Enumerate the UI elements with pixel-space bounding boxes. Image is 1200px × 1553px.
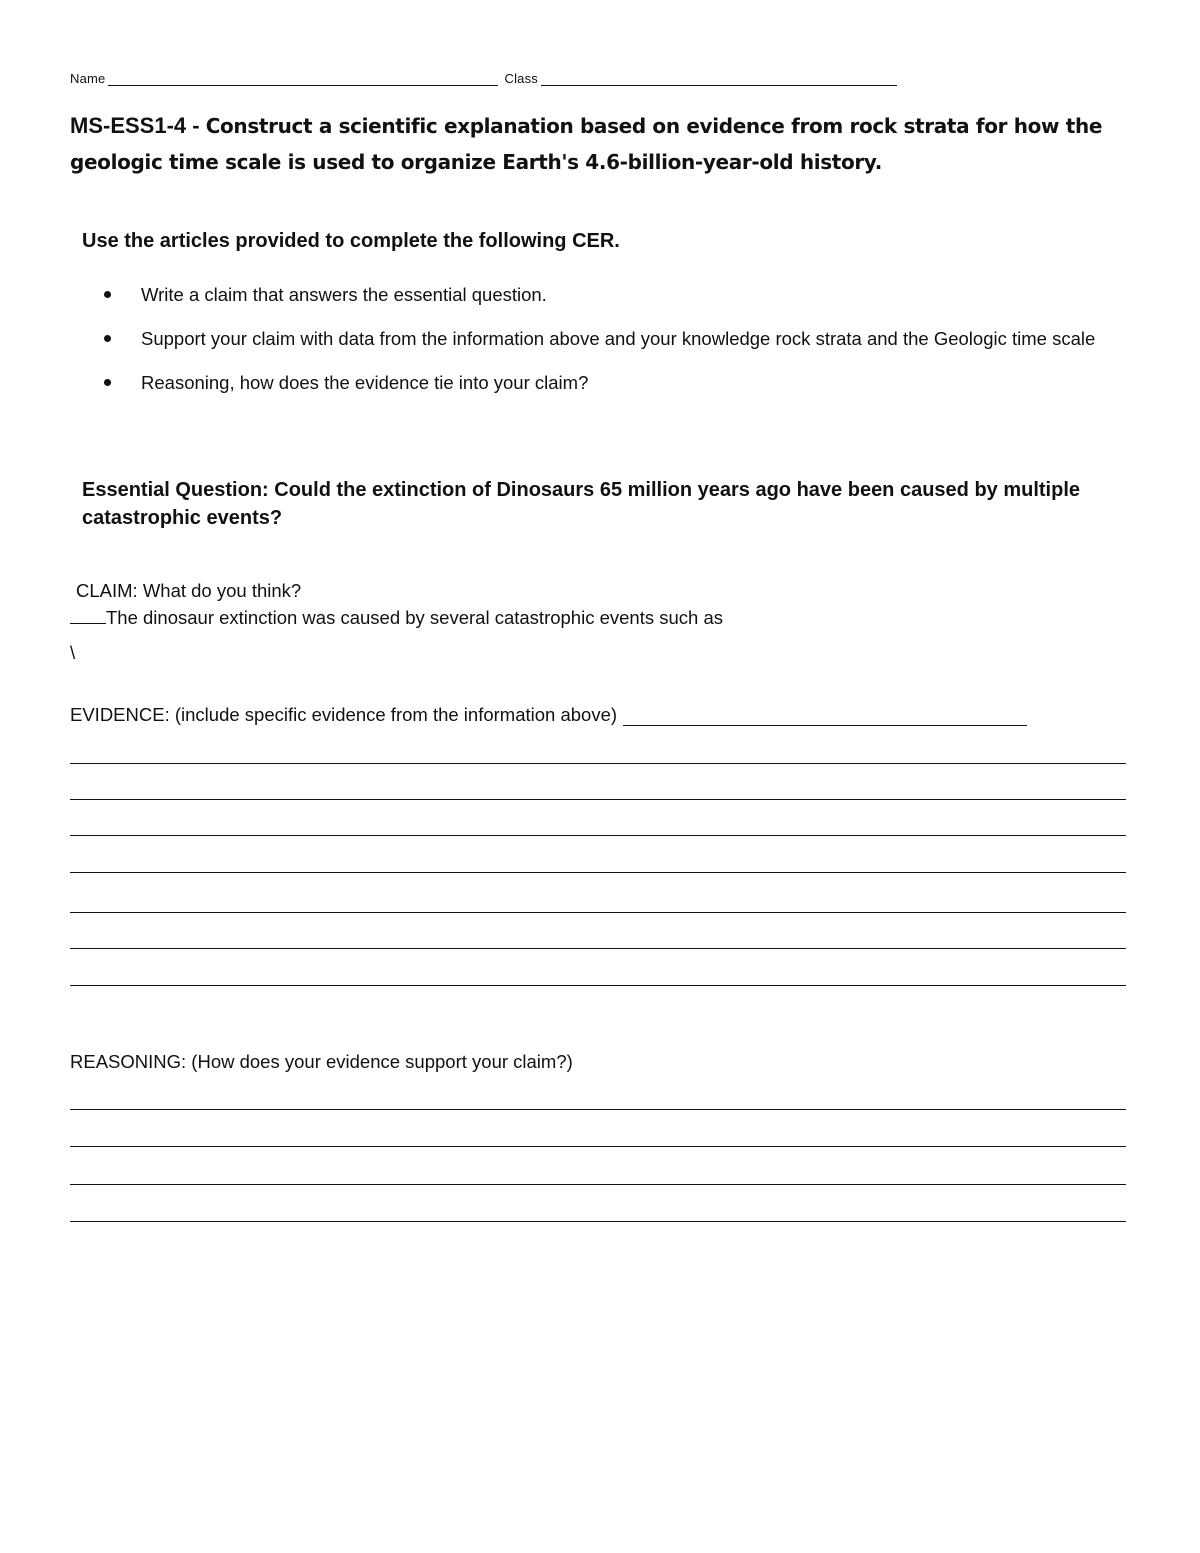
evidence-answer-line[interactable] bbox=[70, 835, 1126, 836]
evidence-inline-field[interactable] bbox=[623, 705, 1027, 726]
evidence-answer-line[interactable] bbox=[70, 985, 1126, 986]
claim-label: CLAIM: What do you think? bbox=[76, 580, 302, 601]
bullet-text: Reasoning, how does the evidence tie into your claim? bbox=[141, 372, 589, 393]
reasoning-answer-line[interactable] bbox=[70, 1184, 1126, 1185]
standard-statement bbox=[70, 108, 1140, 180]
bullet-icon bbox=[104, 335, 111, 342]
evidence-answer-line[interactable] bbox=[70, 872, 1126, 873]
evidence-answer-line[interactable] bbox=[70, 912, 1126, 913]
list-item bbox=[100, 370, 1100, 395]
bullet-text: Support your claim with data from the information above and your knowledge rock strata and the Geologic time scale bbox=[141, 328, 1096, 349]
reasoning-answer-line[interactable] bbox=[70, 1221, 1126, 1222]
name-field[interactable] bbox=[108, 71, 498, 86]
evidence-answer-line[interactable] bbox=[70, 948, 1126, 949]
claim-answer-text: The dinosaur extinction was caused by several catastrophic events such as bbox=[106, 607, 723, 628]
bullet-icon bbox=[104, 291, 111, 298]
name-label: Name bbox=[70, 71, 106, 86]
list-item bbox=[100, 282, 1100, 307]
stray-mark: \ bbox=[70, 642, 76, 663]
evidence-answer-line[interactable] bbox=[70, 763, 1126, 764]
reasoning-answer-line[interactable] bbox=[70, 1109, 1126, 1110]
bullet-text: Write a claim that answers the essential question. bbox=[141, 284, 547, 305]
reasoning-answer-line[interactable] bbox=[70, 1146, 1126, 1147]
standard-code: MS-ESS1-4 - bbox=[70, 113, 200, 138]
reasoning-label: REASONING: (How does your evidence support your claim?) bbox=[70, 1051, 573, 1072]
instructions-title: Use the articles provided to complete the following CER. bbox=[82, 230, 620, 252]
class-label: Class bbox=[504, 71, 538, 86]
header-row bbox=[70, 71, 897, 86]
bullet-icon bbox=[104, 379, 111, 386]
standard-description: Construct a scientific explanation based on evidence from rock strata for how the geologic time scale is used to organize Earth's 4.6-billion-year-old history. bbox=[70, 114, 1103, 174]
evidence-label-row bbox=[70, 704, 1027, 726]
evidence-label: EVIDENCE: (include specific evidence from the information above) bbox=[70, 704, 618, 725]
evidence-answer-line[interactable] bbox=[70, 799, 1126, 800]
list-item bbox=[100, 326, 1100, 351]
essential-question: Essential Question: Could the extinction of Dinosaurs 65 million years ago have been caused by multiple catastrophic events? bbox=[82, 479, 1081, 529]
claim-answer[interactable] bbox=[70, 605, 723, 629]
claim-checkbox-blank[interactable] bbox=[70, 605, 106, 624]
class-field[interactable] bbox=[541, 71, 897, 86]
instructions-list bbox=[100, 282, 1100, 414]
